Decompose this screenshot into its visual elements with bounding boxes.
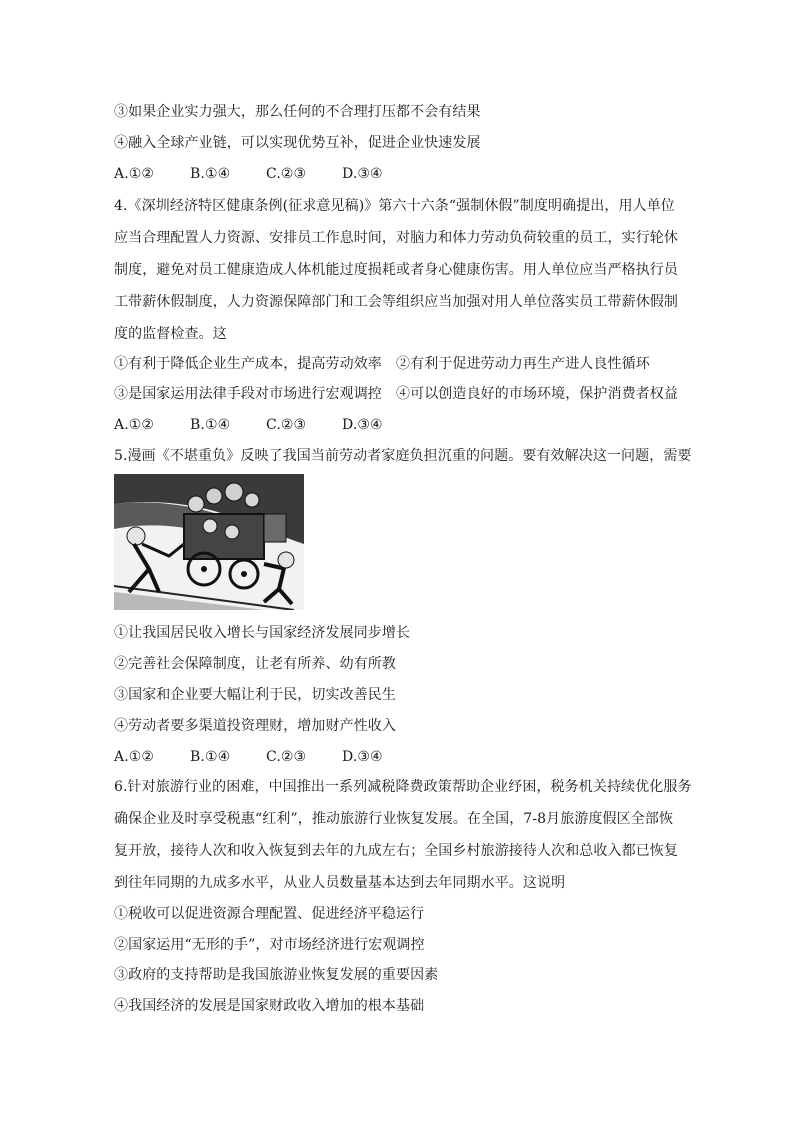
q6-stem-line: 确保企业及时享受税惠“红利”，推动旅游行业恢复发展。在全国，7-8月旅游度假区全部恢 [114,811,674,827]
q4-option-line: ①有利于降低企业生产成本，提高劳动效率 ②有利于促进劳动力再生产进人良性循环 [114,356,650,372]
q6-stem-line: 6.针对旅游行业的困难，中国推出一系列减税降费政策帮助企业纾困，税务机关持续优化服务 [114,779,692,795]
q4-choices [114,415,689,435]
q4-option-line: ③是国家运用法律手段对市场进行宏观调控 ④可以创造良好的市场环境，保护消费者权益 [114,386,678,402]
q5-option-line: ③国家和企业要大幅让利于民，切实改善民生 [114,687,396,703]
choice-b: B.①④ [190,166,231,182]
q4-stem-line: 应当合理配置人力资源、安排员工作息时间，对脑力和体力劳动负荷较重的员工，实行轮休 [114,230,678,246]
choice-d: D.③④ [342,166,383,182]
choice-a: A.①② [114,749,155,765]
q6-option-line: ③政府的支持帮助是我国旅游业恢复发展的重要因素 [114,967,439,983]
q5-stem: 5.漫画《不堪重负》反映了我国当前劳动者家庭负担沉重的问题。要有效解决这一问题，需要 [114,448,692,464]
choice-b: B.①④ [190,749,231,765]
choice-b: B.①④ [190,417,231,433]
q6-option-line: ②国家运用“无形的手”，对市场经济进行宏观调控 [114,937,425,953]
q3-choices [114,164,689,184]
q4-stem-line: 制度，避免对员工健康造成人体机能过度损耗或者身心健康伤害。用人单位应当严格执行员 [114,262,678,278]
q3-option-3: ③如果企业实力强大，那么任何的不合理打压都不会有结果 [114,104,481,120]
choice-a: A.①② [114,166,155,182]
q6-stem-line: 到往年同期的九成多水平，从业人员数量基本达到去年同期水平。这说明 [114,875,566,891]
cartoon-image [114,474,304,610]
q3-option-4: ④融入全球产业链，可以实现优势互补，促进企业快速发展 [114,135,481,151]
q6-stem-line: 复开放，接待人次和收入恢复到去年的九成左右；全国乡村旅游接待人次和总收入都已恢复 [114,843,678,859]
q5-option-line: ②完善社会保障制度，让老有所养、幼有所教 [114,656,396,672]
q4-stem-line: 度的监督检查。这 [114,326,227,342]
q6-option-line: ①税收可以促进资源合理配置、促进经济平稳运行 [114,906,425,922]
choice-c: C.②③ [266,166,307,182]
choice-c: C.②③ [266,417,307,433]
q4-stem-line: 工带薪休假制度，人力资源保障部门和工会等组织应当加强对用人单位落实员工带薪休假制 [114,294,678,310]
q5-choices [114,747,689,767]
choice-c: C.②③ [266,749,307,765]
q4-stem-line: 4.《深圳经济特区健康条例(征求意见稿)》第六十六条“强制休假”制度明确提出，用人单位 [114,198,675,214]
q5-option-line: ①让我国居民收入增长与国家经济发展同步增长 [114,625,411,641]
choice-a: A.①② [114,417,155,433]
q6-option-line: ④我国经济的发展是国家财政收入增加的根本基础 [114,998,425,1014]
choice-d: D.③④ [342,749,383,765]
q5-option-line: ④劳动者要多渠道投资理财，增加财产性收入 [114,718,396,734]
choice-d: D.③④ [342,417,383,433]
